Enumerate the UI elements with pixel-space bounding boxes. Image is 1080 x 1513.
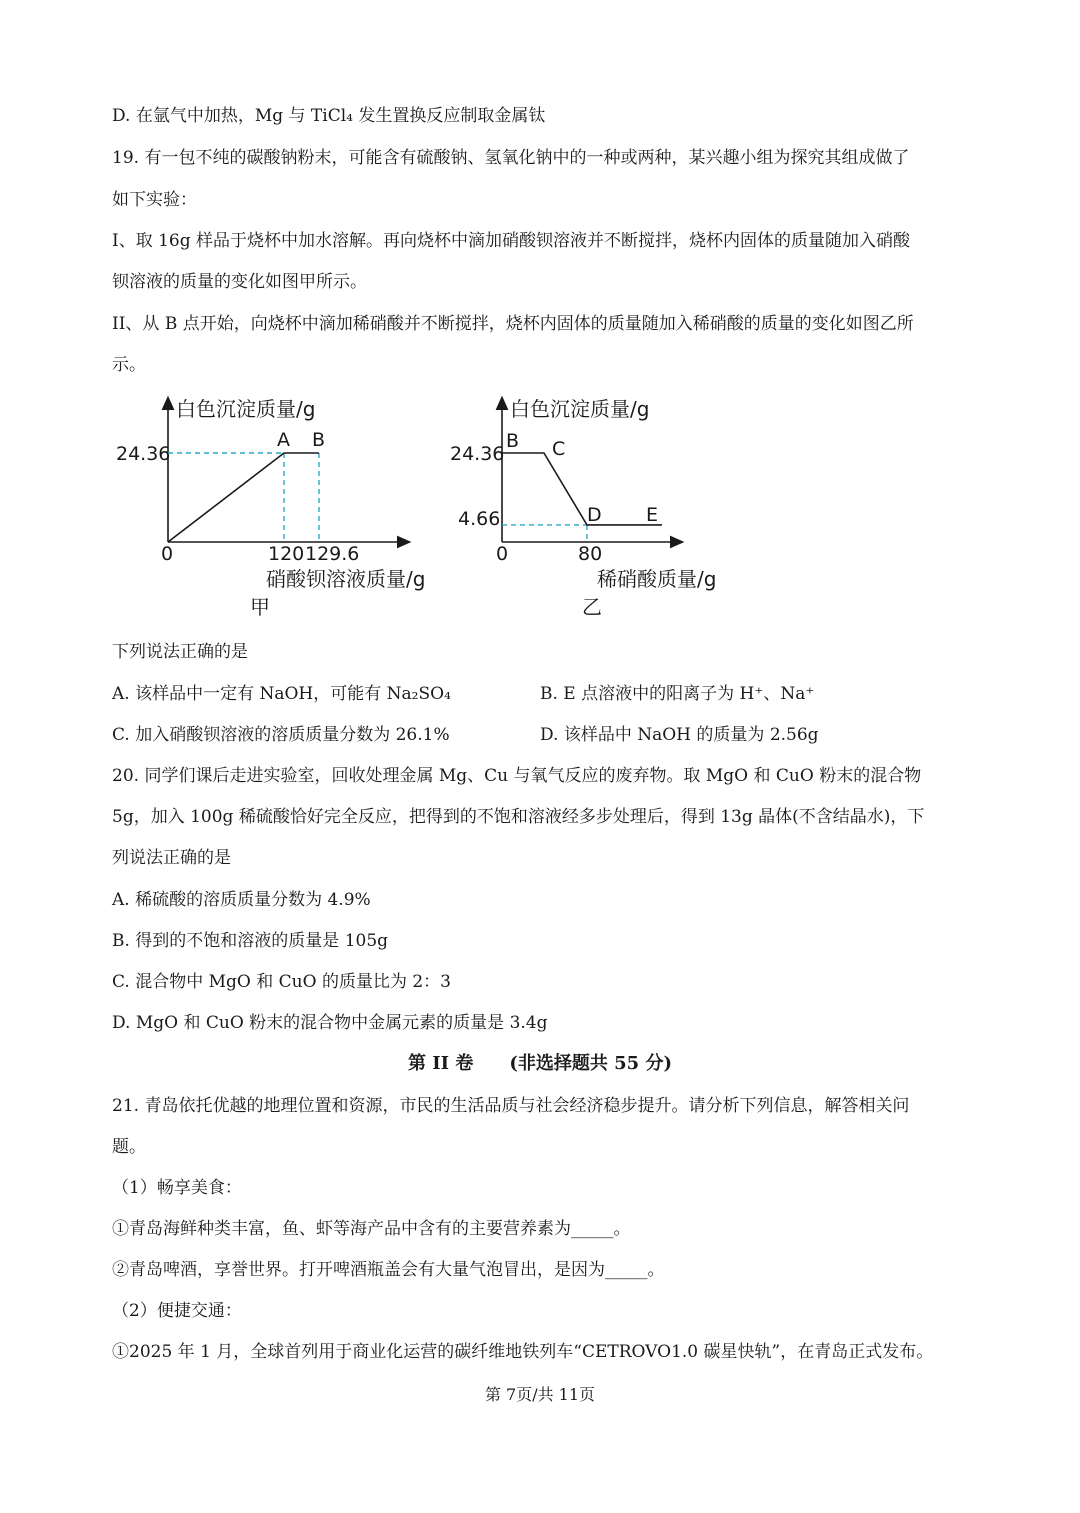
- x-tick-label: 80: [578, 543, 603, 565]
- q19-option-a[interactable]: A. 该样品中一定有 NaOH，可能有 Na₂SO₄: [112, 684, 451, 704]
- q20-stem-line-3: 列说法正确的是: [112, 848, 231, 868]
- point-label: C: [552, 438, 566, 460]
- q19-option-d[interactable]: D. 该样品中 NaOH 的质量为 2.56g: [540, 725, 819, 745]
- chart-title: 乙: [582, 595, 602, 619]
- q20-stem-line-2: 5g，加入 100g 稀硫酸恰好完全反应，把得到的不饱和溶液经多步处理后，得到 13g 晶体(不含结晶水)，下: [112, 807, 925, 827]
- q21-stem-line-1: 21. 青岛依托优越的地理位置和资源，市民的生活品质与社会经济稳步提升。请分析下列信息，解答相关问: [112, 1096, 910, 1116]
- q19-stem-line-2: 如下实验：: [112, 190, 197, 210]
- x-tick-label: 0: [161, 543, 174, 565]
- data-line: [502, 453, 662, 525]
- q20-option-b[interactable]: B. 得到的不饱和溶液的质量是 105g: [112, 931, 389, 951]
- section-title: 第 II 卷 (非选择题共 55 分): [408, 1053, 672, 1074]
- y-axis-label: 白色沉淀质量/g: [510, 397, 650, 421]
- x-axis-label: 硝酸钡溶液质量/g: [266, 567, 426, 591]
- q18-option-d: D. 在氩气中加热，Mg 与 TiCl₄ 发生置换反应制取金属钛: [112, 106, 546, 126]
- q20-stem-line-1: 20. 同学们课后走进实验室，回收处理金属 Mg、Cu 与氧气反应的废弃物。取 MgO 和 CuO 粉末的混合物: [112, 766, 922, 786]
- x-tick-label: 129.6: [305, 543, 360, 565]
- x-tick-label: 0: [496, 543, 509, 565]
- q20-option-c[interactable]: C. 混合物中 MgO 和 CuO 的质量比为 2：3: [112, 972, 451, 992]
- point-label: B: [506, 430, 520, 452]
- q21-part-1-item-1: ①青岛海鲜种类丰富，鱼、虾等海产品中含有的主要营养素为_____。: [112, 1219, 631, 1239]
- y-tick-label: 4.66: [458, 508, 501, 530]
- y-tick-label: 24.36: [450, 443, 505, 465]
- q19-step1-line-1: I、取 16g 样品于烧杯中加水溶解。再向烧杯中滴加硝酸钡溶液并不断搅拌，烧杯内固体的质量随加入硝酸: [112, 231, 911, 251]
- q21-part-1-item-2: ②青岛啤酒，享誉世界。打开啤酒瓶盖会有大量气泡冒出，是因为_____。: [112, 1260, 665, 1280]
- q21-part-2-item-1: ①2025 年 1 月，全球首列用于商业化运营的碳纤维地铁列车“CETROVO1.0 碳星快轨”，在青岛正式发布。: [112, 1342, 934, 1362]
- y-axis-label: 白色沉淀质量/g: [176, 397, 316, 421]
- point-label: D: [587, 503, 602, 526]
- page-footer: 第 7页/共 11页: [484, 1385, 596, 1404]
- q19-step1-line-2: 钡溶液的质量的变化如图甲所示。: [112, 272, 367, 292]
- data-line: [168, 453, 319, 542]
- point-label: E: [646, 503, 659, 526]
- chart-title: 甲: [250, 595, 270, 619]
- q20-option-d[interactable]: D. MgO 和 CuO 粉末的混合物中金属元素的质量是 3.4g: [112, 1013, 548, 1033]
- point-label: B: [312, 429, 326, 451]
- chart-yi: [440, 392, 800, 632]
- x-tick-label: 120: [268, 543, 305, 565]
- q19-option-c[interactable]: C. 加入硝酸钡溶液的溶质质量分数为 26.1%: [112, 725, 450, 745]
- q21-part-2: （2）便捷交通：: [112, 1301, 242, 1321]
- q20-option-a[interactable]: A. 稀硫酸的溶质质量分数为 4.9%: [112, 890, 371, 910]
- q19-stem-line-1: 19. 有一包不纯的碳酸钠粉末，可能含有硫酸钠、氢氧化钠中的一种或两种，某兴趣小组为探究其组成做了: [112, 148, 910, 168]
- q21-part-1: （1）畅享美食：: [112, 1178, 242, 1198]
- x-axis-label: 稀硝酸质量/g: [597, 567, 717, 591]
- q19-step2-line-2: 示。: [112, 355, 146, 375]
- q19-option-b[interactable]: B. E 点溶液中的阳离子为 H⁺、Na⁺: [540, 684, 815, 704]
- y-tick-label: 24.36: [116, 443, 171, 465]
- q21-stem-line-2: 题。: [112, 1137, 146, 1157]
- q19-step2-line-1: II、从 B 点开始，向烧杯中滴加稀硝酸并不断搅拌，烧杯内固体的质量随加入稀硝酸的质量的变化如图乙所: [112, 314, 914, 334]
- q19-question: 下列说法正确的是: [112, 642, 248, 662]
- point-label: A: [277, 429, 290, 451]
